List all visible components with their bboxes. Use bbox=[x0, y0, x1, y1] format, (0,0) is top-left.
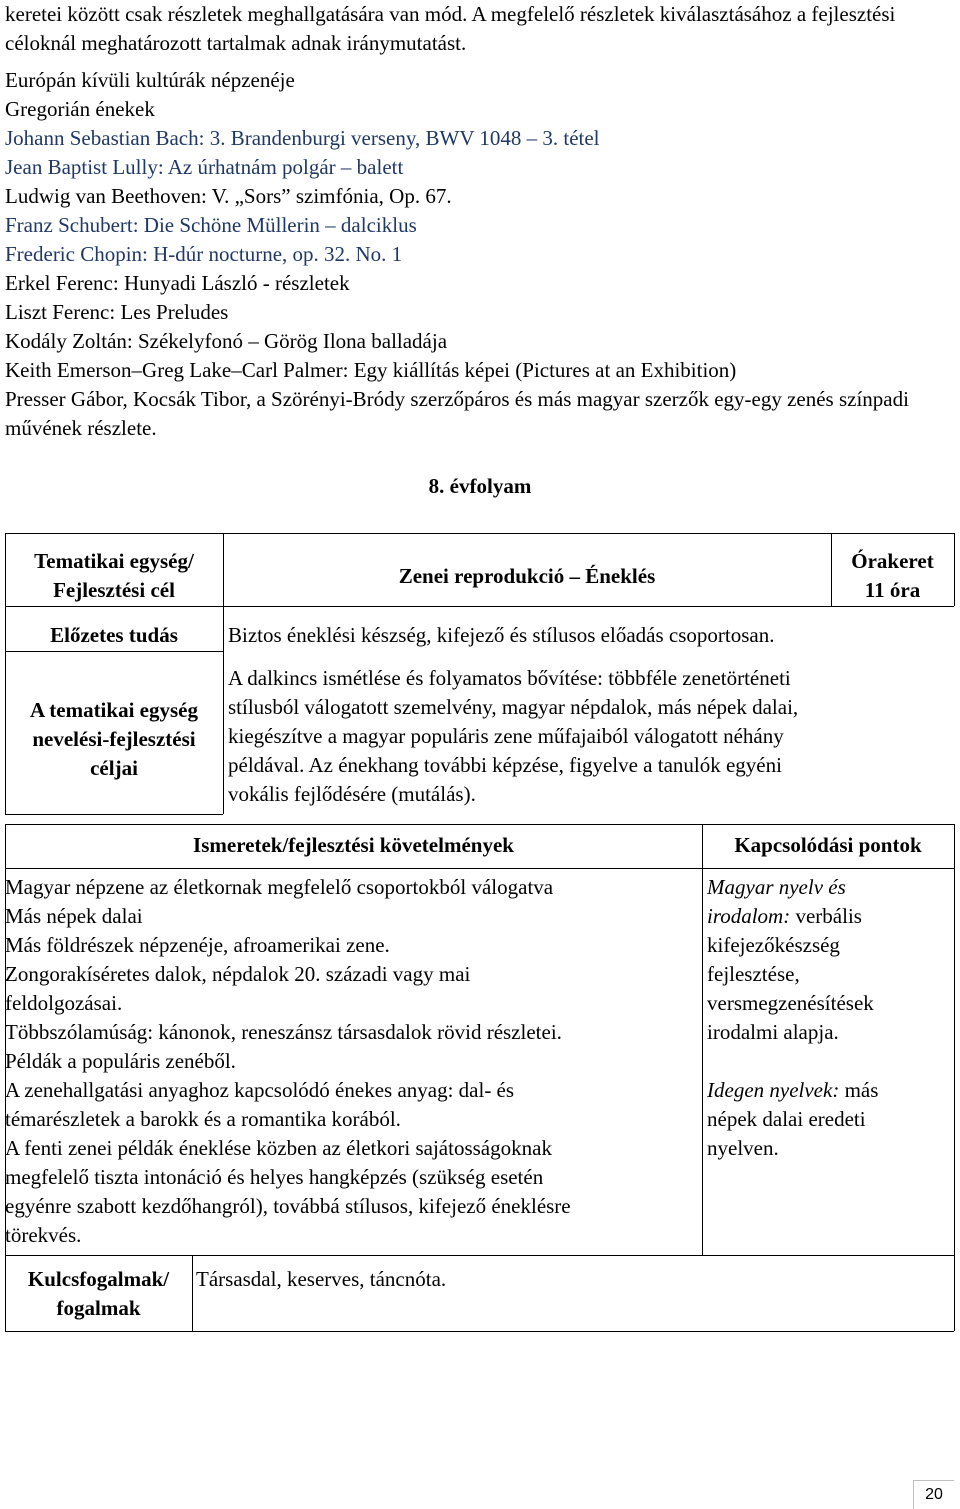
goals-text-line: A dalkincs ismétlése és folyamatos bővítése: többféle zenetörténeti bbox=[228, 666, 791, 690]
links-text bbox=[707, 873, 952, 1163]
list-item: Jean Baptist Lully: Az úrhatnám polgár – balett bbox=[5, 155, 404, 179]
requirements-line: Más népek dalai bbox=[5, 904, 143, 928]
links-spacer bbox=[707, 1047, 952, 1076]
list-item: Presser Gábor, Kocsák Tibor, a Szörényi-Bródy szerzőpáros és más magyar szerzők egy-egy zenés színpadi művének részlete. bbox=[5, 387, 909, 440]
table-border bbox=[5, 868, 954, 869]
goals-label bbox=[5, 696, 223, 783]
grade-heading: 8. évfolyam bbox=[428, 474, 532, 498]
requirements-line: A zenehallgatási anyaghoz kapcsolódó énekes anyag: dal- és bbox=[5, 1078, 515, 1102]
table-border bbox=[5, 814, 223, 815]
requirements-line: Magyar népzene az életkornak megfelelő csoportokból válogatva bbox=[5, 875, 554, 899]
topic-title: Zenei reprodukció – Éneklés bbox=[398, 564, 656, 588]
hours-cell bbox=[831, 547, 954, 605]
links-line: versmegzenésítések bbox=[707, 991, 874, 1015]
requirements-line: megfelelő tiszta intonáció és helyes hangképzés (szükség esetén bbox=[5, 1165, 544, 1189]
intro-text: keretei között csak részletek meghallgatására van mód. A megfelelő részletek kiválasztásához a fejlesztési céloknál meghatározott tartalmak adnak iránymutatást. bbox=[5, 2, 896, 55]
requirements-text bbox=[5, 873, 702, 1250]
table-border bbox=[5, 533, 954, 534]
requirements-line: Többszólamúság: kánonok, reneszánsz társasdalok rövid részletei. bbox=[5, 1020, 562, 1044]
list-item: Erkel Ferenc: Hunyadi László - részletek bbox=[5, 271, 350, 295]
list-item: Kodály Zoltán: Székelyfonó – Görög Ilona balladája bbox=[5, 329, 448, 353]
requirements-header: Ismeretek/fejlesztési követelmények bbox=[193, 833, 514, 857]
goals-text-line: példával. Az énekhang további képzése, figyelve a tanulók egyéni bbox=[228, 753, 782, 777]
requirements-line: Példák a populáris zenéből. bbox=[5, 1049, 236, 1073]
goals-text-line: stílusból válogatott szemelvény, magyar népdalok, más népek dalai, bbox=[228, 695, 799, 719]
goals-text bbox=[228, 664, 954, 809]
music-list bbox=[5, 66, 955, 443]
page-number: 20 bbox=[913, 1480, 954, 1509]
goals-label-line: A tematikai egység bbox=[30, 698, 198, 722]
table-border bbox=[5, 1255, 954, 1256]
list-item: Johann Sebastian Bach: 3. Brandenburgi verseny, BWV 1048 – 3. tétel bbox=[5, 126, 600, 150]
goals-label-line: nevelési-fejlesztési bbox=[32, 727, 196, 751]
list-item: Frederic Chopin: H-dúr nocturne, op. 32. No. 1 bbox=[5, 242, 403, 266]
topic-label-line: Fejlesztési cél bbox=[53, 578, 175, 602]
key-concepts-text: Társasdal, keserves, táncnóta. bbox=[196, 1267, 447, 1291]
requirements-line: törekvés. bbox=[5, 1223, 82, 1247]
table-border bbox=[192, 1255, 193, 1331]
list-item: Gregorián énekek bbox=[5, 97, 155, 121]
list-item: Európán kívüli kultúrák népzenéje bbox=[5, 68, 295, 92]
subject-name: Idegen nyelvek: bbox=[707, 1078, 840, 1102]
key-concepts-label bbox=[5, 1265, 192, 1323]
hours-value: 11 óra bbox=[864, 578, 921, 602]
list-item: Ludwig van Beethoven: V. „Sors” szimfónia, Op. 67. bbox=[5, 184, 452, 208]
links-line: fejlesztése, bbox=[707, 962, 800, 986]
intro-paragraph bbox=[5, 0, 955, 58]
links-line: irodalmi alapja. bbox=[707, 1020, 839, 1044]
links-line bbox=[707, 902, 952, 931]
prior-knowledge-text: Biztos éneklési készség, kifejező és stílusos előadás csoportosan. bbox=[228, 623, 775, 647]
goals-text-line: kiegészítve a magyar populáris zene műfajaiból válogatott néhány bbox=[228, 724, 784, 748]
requirements-line: feldolgozásai. bbox=[5, 991, 123, 1015]
requirements-line: Zongorakíséretes dalok, népdalok 20. századi vagy mai bbox=[5, 962, 471, 986]
topic-label-line: Tematikai egység/ bbox=[34, 549, 194, 573]
links-line: nyelven. bbox=[707, 1136, 779, 1160]
links-header: Kapcsolódási pontok bbox=[734, 833, 922, 857]
subject-name: Magyar nyelv és bbox=[707, 875, 846, 899]
prior-knowledge-label: Előzetes tudás bbox=[50, 623, 178, 647]
goals-label-line: céljai bbox=[90, 756, 138, 780]
table-border bbox=[954, 533, 955, 606]
topic-label bbox=[5, 547, 223, 605]
links-line bbox=[707, 873, 952, 902]
links-text-fragment: más bbox=[839, 1078, 879, 1102]
requirements-line: A fenti zenei példák éneklése közben az életkori sajátosságoknak bbox=[5, 1136, 552, 1160]
list-item: Franz Schubert: Die Schöne Müllerin – dalciklus bbox=[5, 213, 417, 237]
table-border bbox=[702, 824, 703, 1255]
key-concepts-label-line: fogalmak bbox=[56, 1296, 141, 1320]
hours-label: Órakeret bbox=[851, 549, 934, 573]
requirements-line: témarészletek a barokk és a romantika korából. bbox=[5, 1107, 401, 1131]
list-item: Keith Emerson–Greg Lake–Carl Palmer: Egy kiállítás képei (Pictures at an Exhibition) bbox=[5, 358, 737, 382]
table-border bbox=[5, 606, 954, 607]
links-line: népek dalai eredeti bbox=[707, 1107, 866, 1131]
list-item: Liszt Ferenc: Les Preludes bbox=[5, 300, 229, 324]
subject-name: irodalom: bbox=[707, 904, 791, 928]
table-border bbox=[5, 651, 223, 652]
links-line: kifejezőkészség bbox=[707, 933, 840, 957]
requirements-line: egyénre szabott kezdőhangról), továbbá stílusos, kifejező éneklésre bbox=[5, 1194, 571, 1218]
goals-text-line: vokális fejlődésére (mutálás). bbox=[228, 782, 476, 806]
table-border bbox=[954, 824, 955, 1331]
requirements-line: Más földrészek népzenéje, afroamerikai zene. bbox=[5, 933, 390, 957]
links-text-fragment: verbális bbox=[790, 904, 862, 928]
links-line bbox=[707, 1076, 952, 1105]
key-concepts-label-line: Kulcsfogalmak/ bbox=[27, 1267, 170, 1291]
table-border bbox=[5, 1331, 954, 1332]
table-border bbox=[5, 824, 954, 825]
